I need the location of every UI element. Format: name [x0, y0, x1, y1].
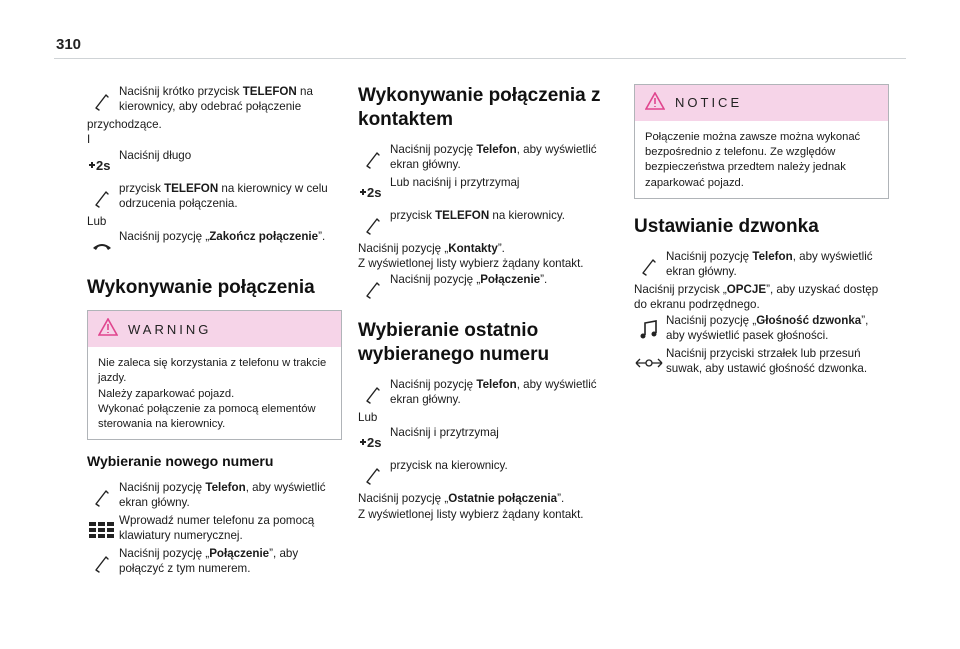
tap-icon: [358, 275, 388, 303]
svg-text:2s: 2s: [367, 185, 382, 200]
step-steering-button: przycisk na kierownicy.: [358, 458, 613, 489]
step-long-press: 2s Naciśnij długo: [87, 148, 342, 179]
step-long-press: 2s Lub naciśnij i przytrzymaj: [358, 175, 613, 206]
warning-triangle-icon: [98, 318, 118, 340]
text-line: Lub: [87, 214, 107, 228]
press-hold-2s-icon: [358, 178, 388, 206]
section-heading: Ustawianie dzwonka: [634, 215, 819, 237]
step-open-phone: Naciśnij pozycję Telefon, aby wyświetlić ekran główny.: [634, 249, 889, 280]
text-line: Naciśnij przycisk „OPCJE”, aby uzyskać dostęp do ekranu podrzędnego.: [634, 282, 879, 312]
warning-title: WARNING: [128, 321, 212, 337]
step-telefon-button: przycisk TELEFON na kierownicy.: [358, 208, 613, 239]
subsection-heading: Wybieranie nowego numeru: [87, 453, 274, 470]
warning-box: WARNING Nie zaleca się korzystania z telefonu w trakcie jazdy. Należy zaparkować pojazd. Wykonać połączenie za pomocą elementów sterowania na kierownicy.: [87, 310, 342, 440]
text-line: przychodzące.: [87, 118, 162, 131]
music-note-icon: [634, 316, 664, 344]
step-enter-number: Wprowadź numer telefonu za pomocą klawiatury numerycznej.: [87, 513, 342, 544]
tap-icon: [87, 549, 117, 577]
step-open-phone: Naciśnij pozycję Telefon, aby wyświetlić ekran główny.: [358, 142, 613, 173]
keypad-icon: [87, 516, 117, 544]
hang-up-icon: [87, 232, 117, 260]
page-number: 310: [56, 36, 82, 53]
press-hold-2s-icon: [87, 151, 117, 179]
press-hold-2s-icon: [358, 428, 388, 456]
step-open-phone: Naciśnij pozycję Telefon, aby wyświetlić ekran główny.: [358, 377, 613, 408]
tap-icon: [358, 461, 388, 489]
tap-icon: [358, 145, 388, 173]
tap-icon: [87, 184, 117, 212]
text-line: Naciśnij pozycję „Kontakty”.: [358, 242, 505, 255]
text-line: Lub: [358, 410, 378, 424]
slider-arrows-icon: [634, 349, 664, 377]
tap-icon: [87, 483, 117, 511]
step-open-phone: Naciśnij pozycję Telefon, aby wyświetlić ekran główny.: [87, 480, 342, 511]
step-long-press: 2s Naciśnij i przytrzymaj: [358, 425, 613, 456]
column-3: [634, 84, 889, 379]
warning-triangle-icon: [645, 92, 665, 114]
notice-box: NOTICE Połączenie można zawsze można wykonać bezpośrednio z telefonu. Ze względów bezpieczeństwa przedtem należy jednak zaparkować pojazd.: [634, 84, 889, 199]
step-call: Naciśnij pozycję „Połączenie”.: [358, 272, 613, 303]
text-line: Naciśnij pozycję „Ostatnie połączenia”.: [358, 492, 565, 506]
svg-text:2s: 2s: [96, 157, 111, 173]
section-heading: Wykonywanie połączenia: [87, 277, 315, 299]
text-line: Z wyświetlonej listy wybierz żądany kontakt.: [358, 257, 584, 271]
header-divider: [54, 58, 906, 59]
tap-icon: [358, 380, 388, 408]
svg-text:2s: 2s: [367, 435, 382, 451]
notice-title: NOTICE: [675, 95, 743, 111]
step-reject: przycisk TELEFON na kierownicy w celu odrzucenia połączenia.: [87, 181, 342, 212]
tap-icon: [358, 211, 388, 239]
step-call-number: Naciśnij pozycję „Połączenie”, aby połączyć z tym numerem.: [87, 546, 342, 577]
step-adjust-volume: Naciśnij przyciski strzałek lub przesuń suwak, aby ustawić głośność dzwonka.: [634, 346, 889, 377]
step-end-call: Naciśnij pozycję „Zakończ połączenie”.: [87, 229, 342, 260]
step-short-press: Naciśnij krótko przycisk TELEFON na kierownicy, aby odebrać połączenie: [87, 84, 342, 115]
text-line: Z wyświetlonej listy wybierz żądany kontakt.: [358, 507, 584, 521]
section-heading: Wykonywanie połączenia z kontaktem: [358, 85, 601, 130]
section-heading: Wybieranie ostatnio wybieranego numeru: [358, 319, 550, 365]
tap-icon: [87, 87, 117, 115]
tap-icon: [634, 252, 664, 280]
step-ring-volume: Naciśnij pozycję „Głośność dzwonka”, aby wyświetlić pasek głośności.: [634, 313, 889, 344]
text-line: I: [87, 133, 91, 147]
column-1: [87, 84, 342, 579]
column-2: [358, 84, 613, 522]
